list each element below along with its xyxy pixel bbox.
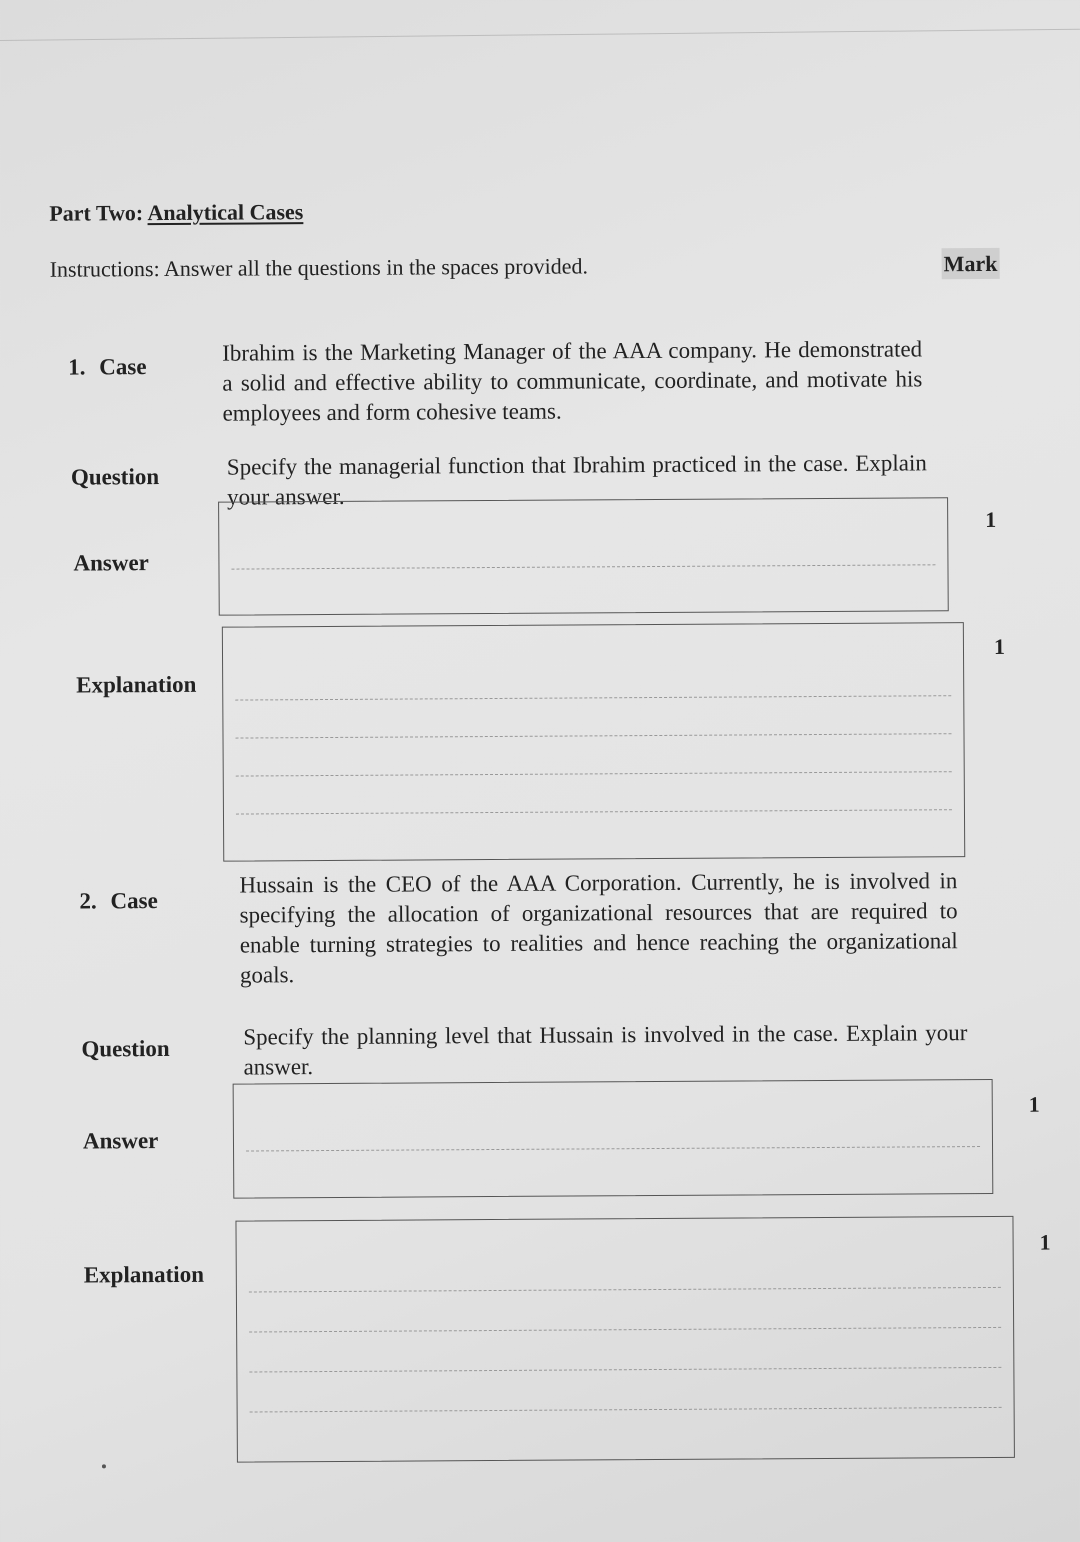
case-1-question-label: Question <box>70 464 160 490</box>
case-2-answer-label: Answer <box>82 1128 159 1154</box>
part-label: Part Two: <box>49 200 144 226</box>
case-1-heading <box>68 351 146 382</box>
case-2-number: 2. <box>79 888 97 914</box>
section-heading <box>49 196 303 229</box>
case-1-explanation-box[interactable] <box>222 622 965 862</box>
case-1-number: 1. <box>68 354 86 380</box>
case-2-question-text: Specify the planning level that Hussain is involved in the case. Explain your answer. <box>243 1020 968 1080</box>
instructions: Instructions: Answer all the questions in the spaces provided. <box>49 253 589 282</box>
answer-line <box>246 1146 980 1151</box>
case-1-explanation-mark: 1 <box>993 633 1006 659</box>
case-1-question-text: Specify the managerial function that Ibrahim practiced in the case. Explain your answer. <box>226 450 927 510</box>
answer-line <box>231 564 935 569</box>
case-2-label: Case <box>110 888 158 914</box>
case-1-answer-mark: 1 <box>985 506 997 532</box>
case-2-explanation-mark: 1 <box>1039 1229 1051 1255</box>
answer-line <box>249 1287 1001 1293</box>
case-1-explanation-label: Explanation <box>76 671 197 698</box>
answer-line <box>236 809 952 814</box>
ink-dot <box>102 1464 106 1468</box>
case-2-question-label: Question <box>81 1035 170 1062</box>
case-1-answer-box[interactable] <box>218 497 949 615</box>
case-1-label: Case <box>99 354 147 380</box>
case-2-answer-box[interactable] <box>233 1079 994 1199</box>
answer-line <box>249 1367 1001 1373</box>
case-2-explanation-box[interactable] <box>235 1216 1014 1463</box>
answer-line <box>250 1407 1002 1413</box>
case-2-explanation-label: Explanation <box>83 1261 205 1288</box>
case-2-text: Hussain is the CEO of the AAA Corporation. Currently, he is involved in specifying the allocation of organizational resources that are required to enable turning strategies to realities and hence reaching the organizational goals. <box>239 868 958 988</box>
answer-line <box>249 1327 1001 1333</box>
case-2-heading <box>79 885 157 916</box>
answer-line <box>236 733 952 738</box>
case-1-text: Ibrahim is the Marketing Manager of the AAA company. He demonstrated a solid and effective ability to communicate, coordinate, and motivate his employees and form cohesive teams. <box>222 336 923 426</box>
mark-column-header: Mark <box>942 248 1000 279</box>
part-title: Analytical Cases <box>147 199 304 226</box>
case-2-answer-mark: 1 <box>1028 1091 1040 1117</box>
answer-line <box>236 771 952 776</box>
case-1-answer-label: Answer <box>73 550 149 576</box>
answer-line <box>235 695 951 700</box>
